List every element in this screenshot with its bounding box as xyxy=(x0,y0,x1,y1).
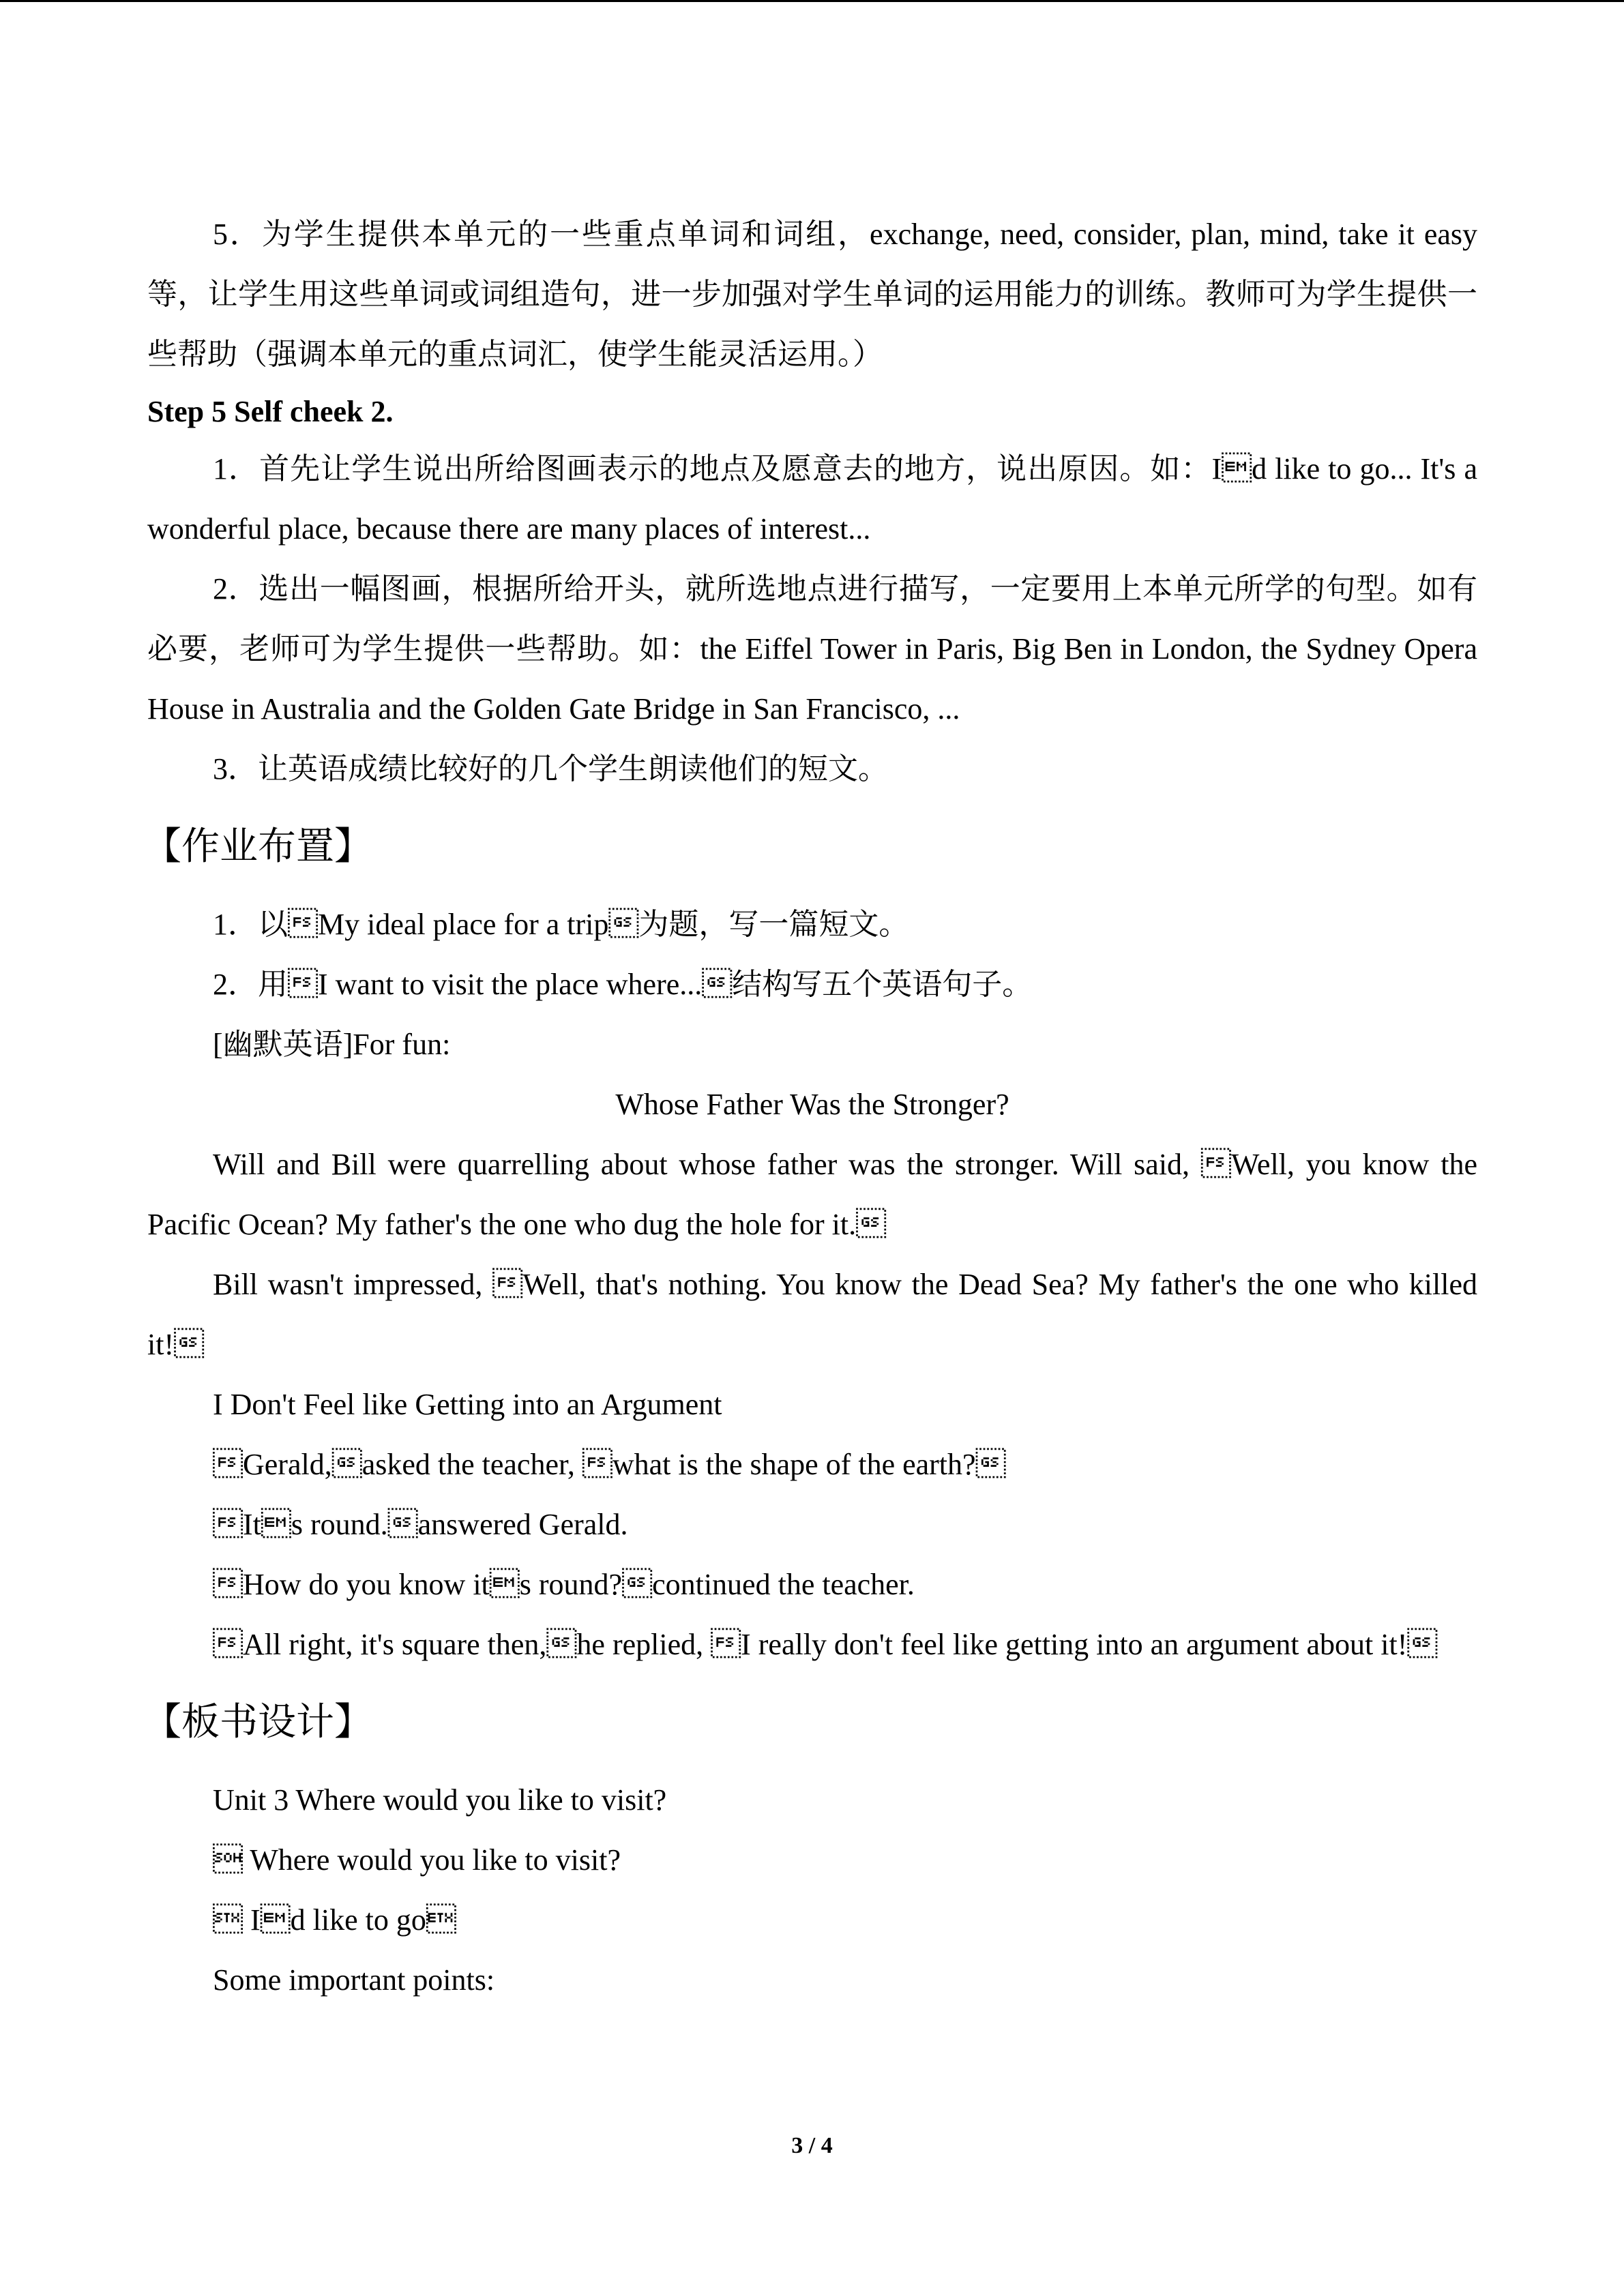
for-fun-label: [幽默英语]For fun: xyxy=(213,1028,451,1061)
story1-title: Whose Father Was the Stronger? xyxy=(615,1088,1009,1121)
step5-item-2: 2．选出一幅图画，根据所给开头，就所选地点进行描写，一定要用上本单元所学的句型。如有必要，老师可为学生提供一些帮助。如：the Eiffel Tower in Paris, Big Ben in London, the Sydney Opera House in Australia and the Golden Gate Bridge in San Francisco, ... xyxy=(147,572,1477,726)
story2-line-3: How do you know its round? continued the teacher. xyxy=(213,1568,915,1601)
homework-item-2: 2．用 I want to visit the place where... 结构写五个英语句子。 xyxy=(213,968,1033,1001)
story2-line-4: All right, it's square then, he replied, I really don't feel like getting into an argument about it! xyxy=(213,1628,1438,1661)
step5-heading: Step 5 Self cheek 2. xyxy=(147,395,394,428)
board-line-1: Unit 3 Where would you like to visit? xyxy=(213,1783,667,1817)
page-number: 3 / 4 xyxy=(791,2133,833,2158)
step5-item-3: 3．让英语成绩比较好的几个学生朗读他们的短文。 xyxy=(213,752,888,786)
story2-title: I Don't Feel like Getting into an Argument xyxy=(213,1388,722,1421)
board-design-heading: 【板书设计】 xyxy=(143,1700,372,1744)
board-line-4: Some important points: xyxy=(213,1963,495,1997)
paragraph-item-5: 5．为学生提供本单元的一些重点单词和词组，exchange, need, consider, plan, mind, take it easy 等，让学生用这些单词或词组造句，进一步加强对学生单词的运用能力的训练。教师可为学生提供一些帮助（强调本单元的重点词汇，使学生能灵活运用。） xyxy=(147,218,1477,371)
story1-paragraph-2: Bill wasn't impressed, Well, that's nothing. You know the Dead Sea? My father's the one who killed it! xyxy=(147,1268,1477,1361)
board-line-3:  Id like to go xyxy=(213,1903,456,1937)
homework-heading: 【作业布置】 xyxy=(143,824,372,869)
story2-line-2: Its round. answered Gerald. xyxy=(213,1508,628,1541)
document-body xyxy=(143,205,1477,2010)
story2-line-1: Gerald, asked the teacher, what is the shape of the earth? xyxy=(213,1448,1006,1481)
board-line-2:  Where would you like to visit? xyxy=(213,1843,621,1877)
story1-paragraph-1: Will and Bill were quarrelling about whose father was the stronger. Will said, Well, you know the Pacific Ocean? My father's the one who dug the hole for it. xyxy=(147,1148,1477,1241)
homework-item-1: 1．以 My ideal place for a trip 为题，写一篇短文。 xyxy=(213,908,909,941)
page-top-border xyxy=(0,0,1624,2)
step5-item-1: 1．首先让学生说出所给图画表示的地点及愿意去的地方，说出原因。如：Id like to go... It's a wonderful place, because there are many places of interest... xyxy=(147,452,1477,546)
